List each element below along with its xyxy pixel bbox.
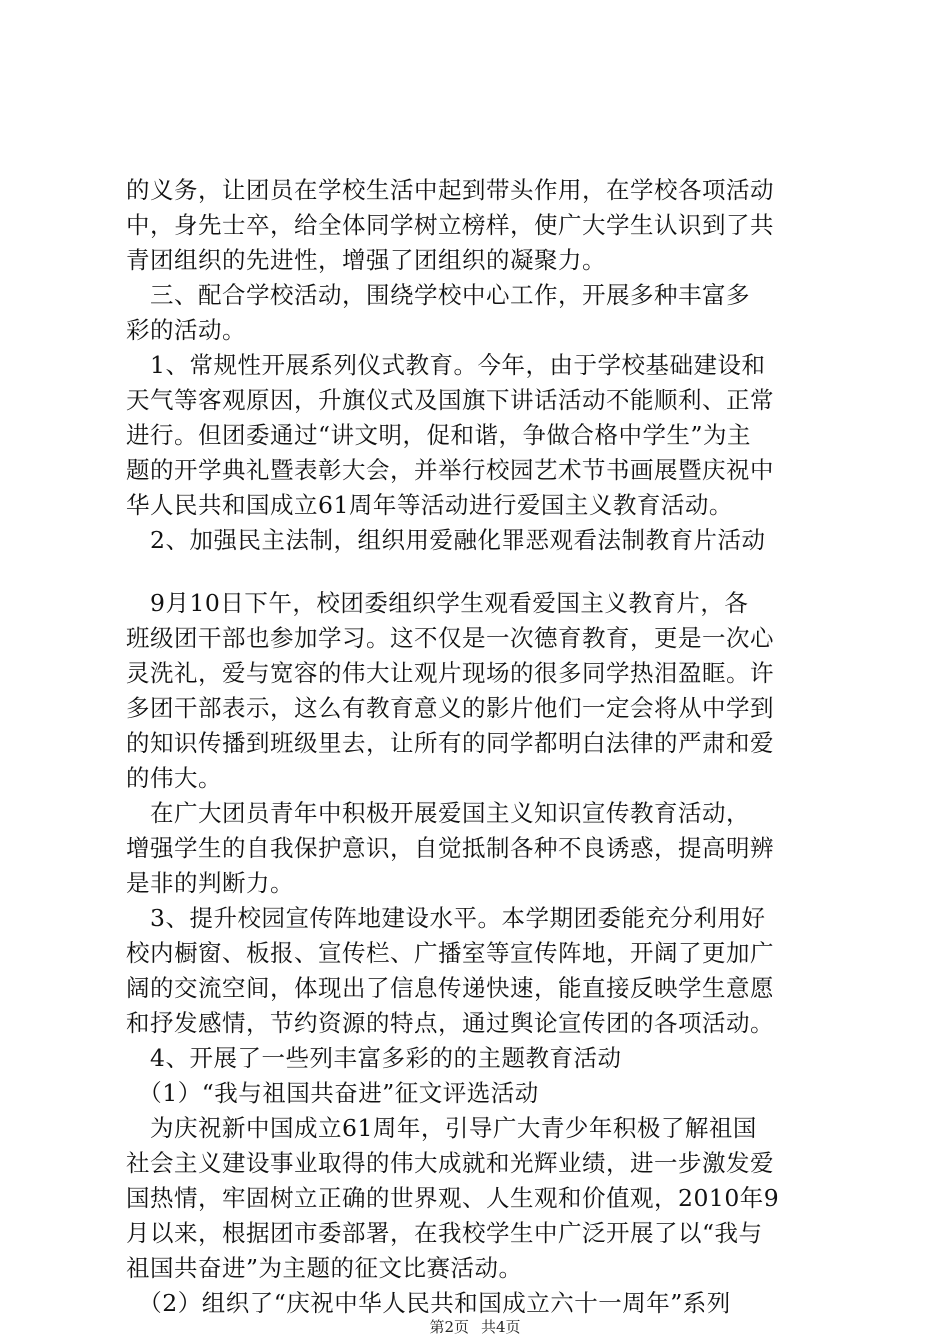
text-line: 三、配合学校活动，围绕学校中心工作，开展多种丰富多 <box>126 281 750 309</box>
text-line: （1）“我与祖国共奋进”征文评选活动 <box>126 1079 539 1107</box>
text-line: 青团组织的先进性，增强了团组织的凝聚力。 <box>126 246 606 274</box>
text-line: 社会主义建设事业取得的伟大成就和光辉业绩，进一步激发爱 <box>126 1149 774 1177</box>
text-line: 9月10日下午，校团委组织学生观看爱国主义教育片，各 <box>126 589 749 617</box>
text-line: 进行。但团委通过“讲文明，促和谐，争做合格中学生”为主 <box>126 421 752 449</box>
text-line: 华人民共和国成立61周年等活动进行爱国主义教育活动。 <box>126 491 733 519</box>
text-line: 灵洗礼，爱与宽容的伟大让观片现场的很多同学热泪盈眶。许 <box>126 659 774 687</box>
text-line: 天气等客观原因，升旗仪式及国旗下讲话活动不能顺利、正常 <box>126 386 774 414</box>
text-line: 月以来，根据团市委部署，在我校学生中广泛开展了以“我与 <box>126 1219 763 1247</box>
text-line: 的义务，让团员在学校生活中起到带头作用，在学校各项活动 <box>126 176 774 204</box>
text-line: 为庆祝新中国成立61周年，引导广大青少年积极了解祖国 <box>126 1114 757 1142</box>
text-line: 多团干部表示，这么有教育意义的影片他们一定会将从中学到 <box>126 694 774 722</box>
text-line: 的知识传播到班级里去，让所有的同学都明白法律的严肃和爱 <box>126 729 774 757</box>
text-line: 国热情，牢固树立正确的世界观、人生观和价值观，2010年9 <box>126 1184 780 1212</box>
page-footer <box>0 1316 950 1338</box>
text-line: 4、开展了一些列丰富多彩的的主题教育活动 <box>126 1044 622 1072</box>
text-line: 1、常规性开展系列仪式教育。今年，由于学校基础建设和 <box>126 351 766 379</box>
page-total: 共4页 <box>481 1318 521 1336</box>
text-line: （2）组织了“庆祝中华人民共和国成立六十一周年”系列 <box>126 1289 731 1317</box>
text-line: 2、加强民主法制，组织用爱融化罪恶观看法制教育片活动 <box>126 526 766 554</box>
text-line: 中，身先士卒，给全体同学树立榜样，使广大学生认识到了共 <box>126 211 774 239</box>
page-number: 第2页 <box>429 1318 469 1336</box>
text-line: 和抒发感情，节约资源的特点，通过舆论宣传团的各项活动。 <box>126 1009 774 1037</box>
text-line: 3、提升校园宣传阵地建设水平。本学期团委能充分利用好 <box>126 904 766 932</box>
text-line: 彩的活动。 <box>126 316 246 344</box>
text-line: 题的开学典礼暨表彰大会，并举行校园艺术节书画展暨庆祝中 <box>126 456 774 484</box>
text-line: 是非的判断力。 <box>126 869 294 897</box>
text-line: 班级团干部也参加学习。这不仅是一次德育教育，更是一次心 <box>126 624 774 652</box>
text-line: 阔的交流空间，体现出了信息传递快速，能直接反映学生意愿 <box>126 974 774 1002</box>
text-line: 增强学生的自我保护意识，自觉抵制各种不良诱惑，提高明辨 <box>126 834 774 862</box>
text-line: 的伟大。 <box>126 764 222 792</box>
text-line: 在广大团员青年中积极开展爱国主义知识宣传教育活动， <box>126 799 750 827</box>
text-line: 校内橱窗、板报、宣传栏、广播室等宣传阵地，开阔了更加广 <box>126 939 774 967</box>
text-line: 祖国共奋进”为主题的征文比赛活动。 <box>126 1254 523 1282</box>
